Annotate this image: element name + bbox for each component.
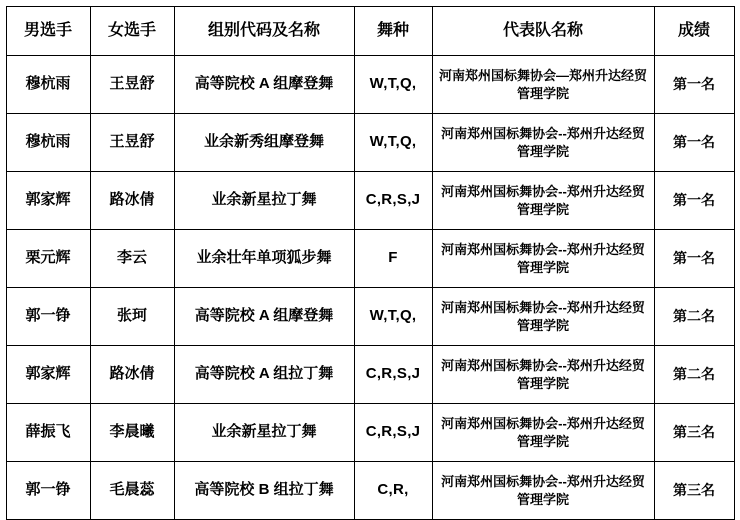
cell-team-name: 河南郑州国标舞协会--郑州升达经贸管理学院 [432, 288, 654, 346]
cell-team-name: 河南郑州国标舞协会—郑州升达经贸管理学院 [432, 56, 654, 114]
cell-female-dancer: 李晨曦 [90, 404, 174, 462]
cell-female-dancer: 毛晨蕊 [90, 462, 174, 520]
cell-female-dancer: 李云 [90, 230, 174, 288]
cell-male-dancer: 薛振飞 [6, 404, 90, 462]
cell-male-dancer: 穆杭雨 [6, 56, 90, 114]
cell-male-dancer: 郭家辉 [6, 172, 90, 230]
cell-team-name: 河南郑州国标舞协会--郑州升达经贸管理学院 [432, 172, 654, 230]
table-header-row [6, 7, 734, 56]
cell-group-code-name: 高等院校 A 组摩登舞 [174, 56, 354, 114]
cell-male-dancer: 郭家辉 [6, 346, 90, 404]
column-header-female-dancer: 女选手 [90, 7, 174, 56]
cell-result: 第二名 [654, 288, 734, 346]
cell-result: 第一名 [654, 172, 734, 230]
cell-female-dancer: 张珂 [90, 288, 174, 346]
cell-group-code-name: 高等院校 B 组拉丁舞 [174, 462, 354, 520]
cell-result: 第二名 [654, 346, 734, 404]
cell-female-dancer: 王昱舒 [90, 114, 174, 172]
column-header-dance-type: 舞种 [354, 7, 432, 56]
table-row [6, 404, 734, 462]
cell-group-code-name: 业余新星拉丁舞 [174, 404, 354, 462]
cell-dance-type: C,R,S,J [354, 346, 432, 404]
column-header-group-code-name: 组别代码及名称 [174, 7, 354, 56]
cell-dance-type: F [354, 230, 432, 288]
cell-group-code-name: 业余新秀组摩登舞 [174, 114, 354, 172]
cell-team-name: 河南郑州国标舞协会--郑州升达经贸管理学院 [432, 346, 654, 404]
column-header-result: 成绩 [654, 7, 734, 56]
cell-dance-type: C,R, [354, 462, 432, 520]
cell-team-name: 河南郑州国标舞协会--郑州升达经贸管理学院 [432, 114, 654, 172]
cell-male-dancer: 穆杭雨 [6, 114, 90, 172]
cell-group-code-name: 高等院校 A 组拉丁舞 [174, 346, 354, 404]
cell-dance-type: W,T,Q, [354, 114, 432, 172]
column-header-team-name: 代表队名称 [432, 7, 654, 56]
cell-result: 第一名 [654, 230, 734, 288]
table-row [6, 114, 734, 172]
cell-result: 第一名 [654, 56, 734, 114]
cell-team-name: 河南郑州国标舞协会--郑州升达经贸管理学院 [432, 462, 654, 520]
table-row [6, 288, 734, 346]
cell-group-code-name: 业余壮年单项狐步舞 [174, 230, 354, 288]
cell-team-name: 河南郑州国标舞协会--郑州升达经贸管理学院 [432, 230, 654, 288]
cell-dance-type: C,R,S,J [354, 172, 432, 230]
cell-group-code-name: 业余新星拉丁舞 [174, 172, 354, 230]
table-header [6, 7, 734, 56]
competition-results-table [6, 6, 735, 520]
table-row [6, 172, 734, 230]
cell-dance-type: W,T,Q, [354, 56, 432, 114]
table-body [6, 56, 734, 520]
cell-result: 第三名 [654, 404, 734, 462]
cell-female-dancer: 王昱舒 [90, 56, 174, 114]
cell-male-dancer: 郭一铮 [6, 462, 90, 520]
cell-female-dancer: 路冰倩 [90, 172, 174, 230]
cell-result: 第一名 [654, 114, 734, 172]
table-row [6, 346, 734, 404]
cell-male-dancer: 郭一铮 [6, 288, 90, 346]
table-row [6, 462, 734, 520]
cell-male-dancer: 栗元辉 [6, 230, 90, 288]
cell-team-name: 河南郑州国标舞协会--郑州升达经贸管理学院 [432, 404, 654, 462]
column-header-male-dancer: 男选手 [6, 7, 90, 56]
cell-dance-type: C,R,S,J [354, 404, 432, 462]
cell-result: 第三名 [654, 462, 734, 520]
cell-group-code-name: 高等院校 A 组摩登舞 [174, 288, 354, 346]
table-row [6, 230, 734, 288]
cell-female-dancer: 路冰倩 [90, 346, 174, 404]
cell-dance-type: W,T,Q, [354, 288, 432, 346]
table-row [6, 56, 734, 114]
